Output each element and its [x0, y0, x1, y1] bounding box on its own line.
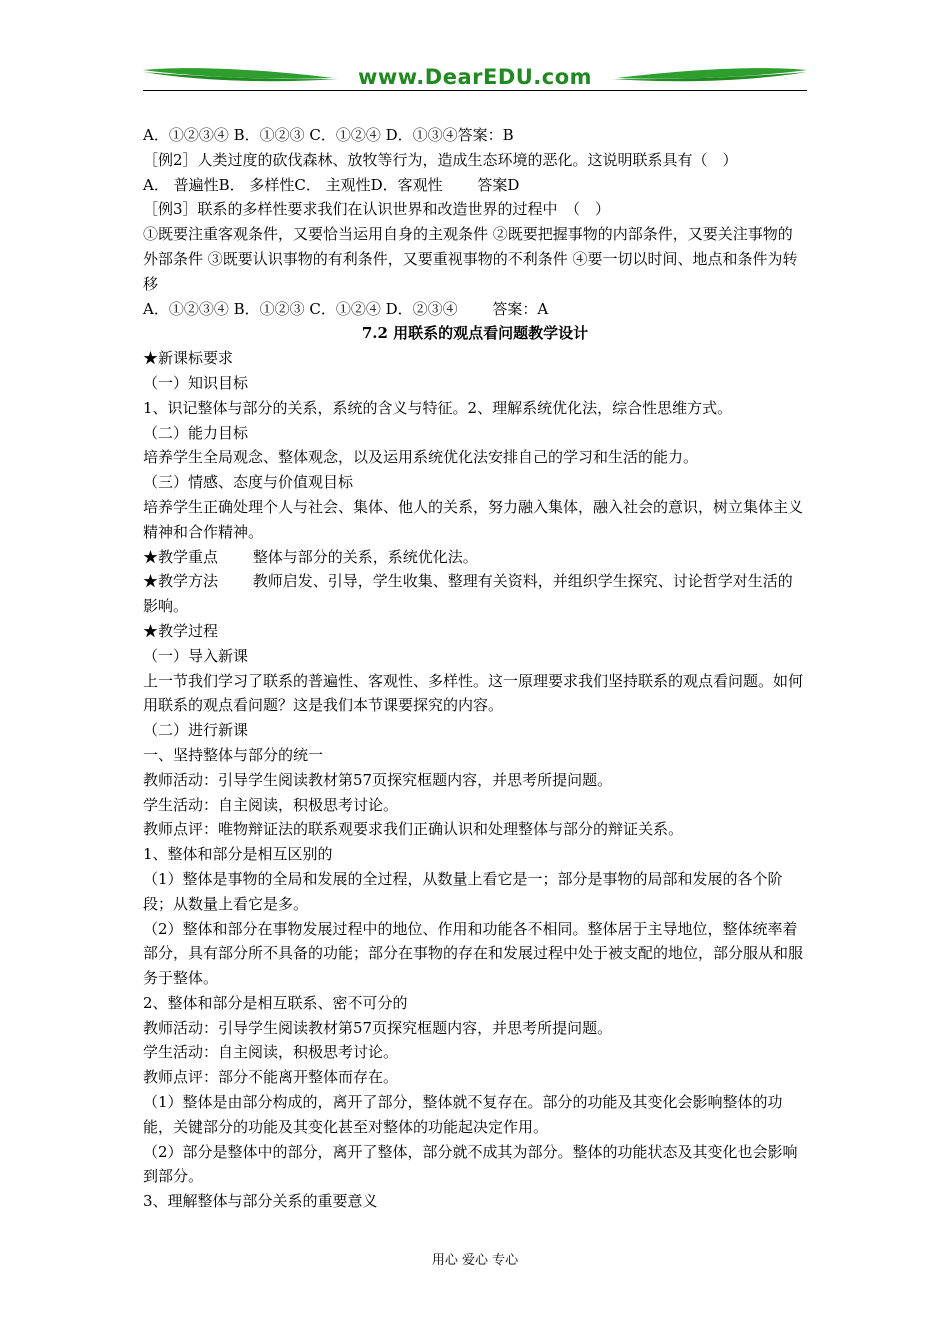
subheading-ability: （二）能力目标: [143, 423, 249, 442]
heading-curriculum: ★新课标要求: [143, 349, 234, 368]
paragraph: 教师点评：唯物辩证法的联系观要求我们正确认识和处理整体与部分的辩证关系。: [143, 820, 684, 839]
site-header: [143, 62, 807, 92]
subheading-point2: 2、整体和部分是相互联系、密不可分的: [143, 993, 408, 1012]
subheading-intro: （一）导入新课: [143, 646, 249, 665]
paragraph: 1、识记整体与部分的关系，系统的含义与特征。2、理解系统优化法，综合性思维方式。: [143, 398, 733, 417]
paragraph: 培养学生全局观念、整体观念，以及运用系统优化法安排自己的学习和生活的能力。: [143, 448, 699, 467]
page-footer: 用心 爱心 专心: [431, 1253, 519, 1268]
paragraph: 教师点评：部分不能离开整体而存在。: [143, 1068, 399, 1087]
header-divider: [143, 90, 807, 91]
paragraph: 教师活动：引导学生阅读教材第57页探究框题内容，并思考所提问题。: [143, 770, 613, 789]
subheading-point1: 1、整体和部分是相互区别的: [143, 845, 333, 864]
paragraph: 学生活动：自主阅读，积极思考讨论。: [143, 795, 399, 814]
paragraph: 学生活动：自主阅读，积极思考讨论。: [143, 1043, 399, 1062]
section-title: 7.2 用联系的观点看问题教学设计: [361, 324, 589, 343]
example3-statements: ①既要注重客观条件，又要恰当运用自身的主观条件 ②既要把握事物的内部条件，又要关注事物的外部条件 ③既要认识事物的有利条件，又要重视事物的不利条件 ④要一切以时间、地点和条件为转移: [143, 225, 798, 293]
subheading-new-lesson: （二）进行新课: [143, 721, 249, 740]
answer-line-example1: A．①②③④ B．①②③ C．①②④ D．①③④答案：B: [143, 126, 514, 144]
heading-process: ★教学过程: [143, 621, 219, 640]
example3-options: A．①②③④ B．①②③ C．①②④ D．②③④ 答案：A: [143, 299, 549, 318]
subheading-part1: 一、坚持整体与部分的统一: [143, 745, 324, 764]
paragraph: 教师活动：引导学生阅读教材第57页探究框题内容，并思考所提问题。: [143, 1018, 613, 1037]
paragraph: （1）整体是由部分构成的，离开了部分，整体就不复存在。部分的功能及其变化会影响整体的功能，关键部分的功能及其变化甚至对整体的功能起决定作用。: [143, 1093, 783, 1136]
paragraph: （2）整体和部分在事物发展过程中的地位、作用和功能各不相同。整体居于主导地位，整体统率着部分，具有部分所不具备的功能；部分在事物的存在和发展过程中处于被支配的地位，部分服从和服务于整体。: [143, 919, 804, 988]
subheading-point3: 3、理解整体与部分关系的重要意义: [143, 1192, 378, 1211]
heading-methods: ★教学方法 教师启发、引导，学生收集、整理有关资料，并组织学生探究、讨论哲学对生活的影响。: [143, 572, 793, 616]
document-body: [143, 123, 807, 1214]
example2-options: A． 普遍性B． 多样性C． 主观性D．客观性 答案D: [143, 175, 520, 194]
site-logo-text[interactable]: www.DearEDU.com: [357, 65, 593, 89]
subheading-knowledge: （一）知识目标: [143, 373, 249, 392]
subheading-values: （三）情感、态度与价值观目标: [143, 473, 354, 492]
example2-question: ［例2］人类过度的砍伐森林、放牧等行为，造成生态环境的恶化。这说明联系具有（ ）: [143, 150, 738, 169]
paragraph: （2）部分是整体中的部分，离开了整体，部分就不成其为部分。整体的功能状态及其变化也会影响到部分。: [143, 1142, 798, 1186]
paragraph: 上一节我们学习了联系的普遍性、客观性、多样性。这一原理要求我们坚持联系的观点看问题。如何用联系的观点看问题？这是我们本节课要探究的内容。: [143, 671, 804, 715]
heading-key-points: ★教学重点 整体与部分的关系，系统优化法。: [143, 547, 478, 566]
paragraph: 培养学生正确处理个人与社会、集体、他人的关系，努力融入集体，融入社会的意识，树立集体主义精神和合作精神。: [143, 497, 804, 541]
example3-question: ［例3］联系的多样性要求我们在认识世界和改造世界的过程中 （ ）: [143, 200, 611, 219]
paragraph: （1）整体是事物的全局和发展的全过程，从数量上看它是一；部分是事物的局部和发展的各个阶段；从数量上看它是多。: [143, 869, 783, 913]
